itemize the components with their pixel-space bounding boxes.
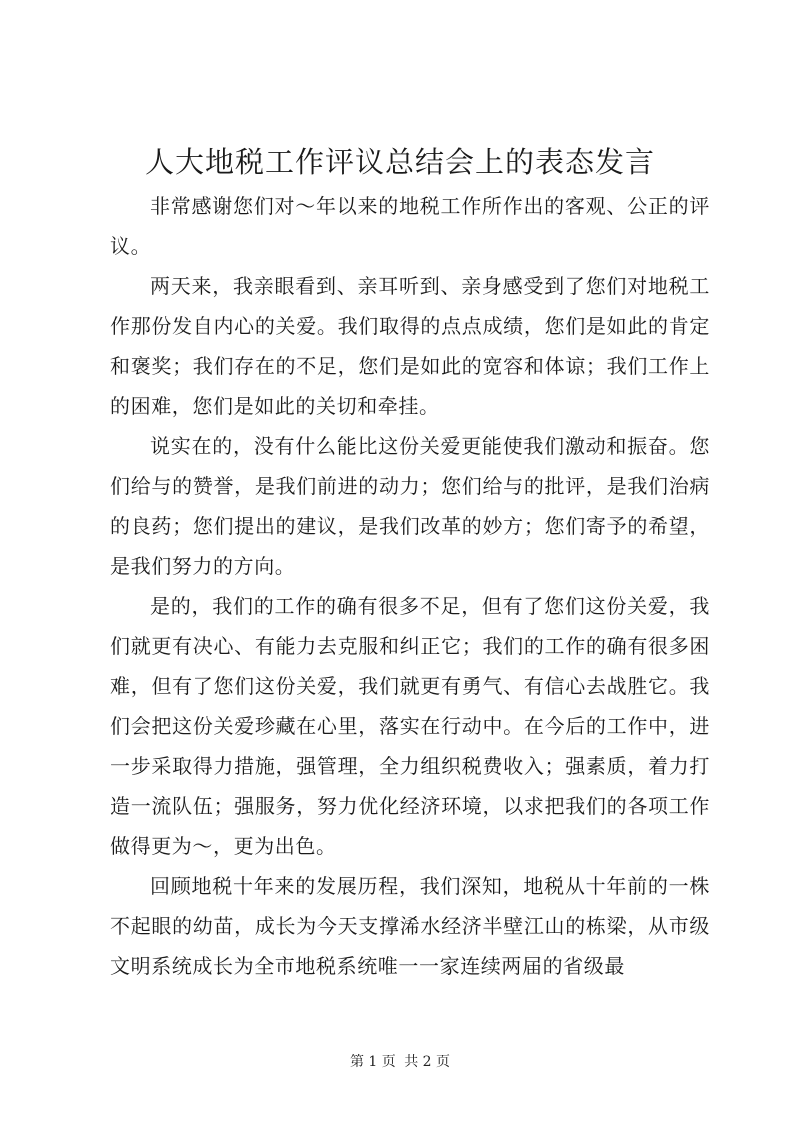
page-total: 共 2 页 xyxy=(404,1054,451,1070)
page-footer xyxy=(0,1052,800,1072)
paragraph: 非常感谢您们对～年以来的地税工作所作出的客观、公正的评议。 xyxy=(110,194,710,258)
document-body xyxy=(110,186,710,986)
paragraph: 两天来，我亲眼看到、亲耳听到、亲身感受到了您们对地税工作那份发自内心的关爱。我们取得的点点成绩，您们是如此的肯定和褒奖；我们存在的不足，您们是如此的宽容和体谅；我们工作上的困难，您们是如此的关切和牵挂。 xyxy=(110,274,710,418)
page-number: 第 1 页 xyxy=(349,1054,396,1070)
paragraph: 回顾地税十年来的发展历程，我们深知，地税从十年前的一株不起眼的幼苗，成长为今天支撑浠水经济半壁江山的栋梁，从市级文明系统成长为全市地税系统唯一一家连续两届的省级最 xyxy=(110,874,710,978)
document-title: 人大地税工作评议总结会上的表态发言 xyxy=(144,145,655,179)
paragraph: 说实在的，没有什么能比这份关爱更能使我们激动和振奋。您们给与的赞誉，是我们前进的动力；您们给与的批评，是我们治病的良药；您们提出的建议，是我们改革的妙方；您们寄予的希望，是我们努力的方向。 xyxy=(110,434,710,578)
paragraph: 是的，我们的工作的确有很多不足，但有了您们这份关爱，我们就更有决心、有能力去克服和纠正它；我们的工作的确有很多困难，但有了您们这份关爱，我们就更有勇气、有信心去战胜它。我们会把这份关爱珍藏在心里，落实在行动中。在今后的工作中，进一步采取得力措施，强管理，全力组织税费收入；强素质，着力打造一流队伍；强服务，努力优化经济环境，以求把我们的各项工作做得更为～，更为出色。 xyxy=(110,594,710,858)
